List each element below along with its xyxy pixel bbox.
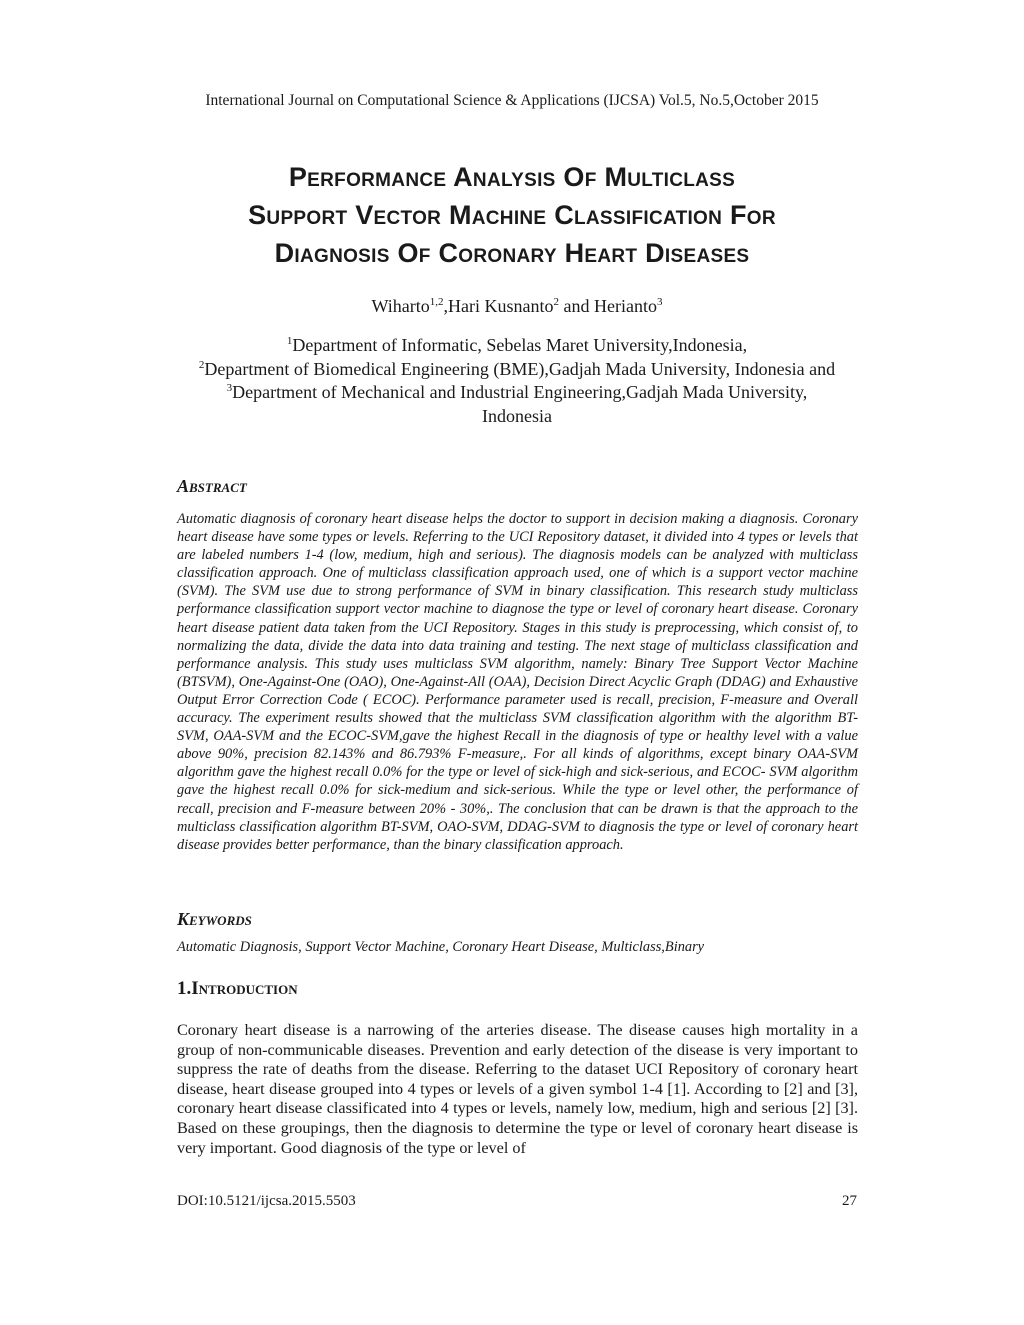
affiliation-line [150, 334, 884, 358]
introduction-body: Coronary heart disease is a narrowing of the arteries disease. The disease causes high mortality in a group of non-communicable diseases. Prevention and early detection of the disease is very important to suppress the rate of deaths from the disease. Referring to the dataset UCI Repository of coronary heart disease, heart disease grouped into 4 types or levels of a given symbol 1-4 [1]. According to [2] and [3], coronary heart disease classificated into 4 types or levels, namely low, medium, high and serious [2] [3]. Based on these groupings, then the diagnosis to determine the type or level of coronary heart disease is very important. Good diagnosis of the type or level of [177, 1021, 858, 1157]
affil-mark: 2 [198, 358, 205, 371]
keywords-body: Automatic Diagnosis, Support Vector Machine, Coronary Heart Disease, Multiclass,Binary [177, 939, 705, 955]
title-line: Diagnosis Of Coronary Heart Diseases [274, 238, 750, 268]
affiliations [150, 334, 884, 428]
affiliation-line [150, 381, 884, 405]
affil-mark: 3 [226, 382, 233, 394]
introduction-heading: 1.Introduction [177, 978, 298, 999]
running-head: International Journal on Computational Science & Applications (IJCSA) Vol.5, No.5,October 2015 [205, 92, 819, 109]
abstract-heading: Abstract [177, 476, 247, 496]
affil-mark: 1 [286, 335, 293, 347]
author-name: ,Hari Kusnanto [443, 296, 554, 316]
title-line: Support Vector Machine Classification For [248, 200, 776, 230]
affiliation-line [150, 358, 884, 382]
affil-text: Indonesia [482, 405, 552, 426]
page-number: 27 [842, 1193, 857, 1209]
paper-title [120, 158, 904, 272]
affil-text: Department of Biomedical Engineering (BME),Gadjah Mada University, Indonesia and [204, 358, 836, 379]
author-name: Wiharto [371, 296, 430, 316]
author-affil-mark: 1,2 [429, 296, 444, 308]
footer-doi: DOI:10.5121/ijcsa.2015.5503 [177, 1193, 356, 1209]
abstract-body: Automatic diagnosis of coronary heart disease helps the doctor to support in decision making a diagnosis. Coronary heart disease have some types or levels. Referring to the UCI Repository dataset, it divided into 4 types or levels that are labeled numbers 1-4 (low, medium, high and serious). The diagnosis models can be analyzed with multiclass classification approach. One of multiclass classification approach used, one of which is a support vector machine (SVM). The SVM use due to strong performance of SVM in binary classification. This research study multiclass performance classification support vector machine to diagnose the type or level of coronary heart disease. Coronary heart disease patient data taken from the UCI Repository. Stages in this study is preprocessing, which consist of, to normalizing the data, divide the data into data training and testing. The next stage of multiclass classification and performance analysis. This study uses multiclass SVM algorithm, namely: Binary Tree Support Vector Machine (BTSVM), One-Against-One (OAO), One-Against-All (OAA), Decision Direct Acyclic Graph (DDAG) and Exhaustive Output Error Correction Code ( ECOC). Performance parameter used is recall, precision, F-measure and Overall accuracy. The experiment results showed that the multiclass SVM classification algorithm with the algorithm BT-SVM, OAA-SVM and the ECOC-SVM,gave the highest Recall in the diagnosis of type or healthy level with a value above 90%, precision 82.143% and 86.793% F-measure,. For all kinds of algorithms, except binary OAA-SVM algorithm gave the highest recall 0.0% for the type or level of sick-high and sick-serious, and ECOC- SVM algorithm gave the highest recall 0.0% for sick-medium and sick-serious. While the type or level other, the performance of recall, precision and F-measure between 20% - 30%,. The conclusion that can be drawn is that the approach to the multiclass classification algorithm BT-SVM, OAO-SVM, DDAG-SVM to diagnosis the type or level of coronary heart disease provides better performance, than the binary classification approach. [177, 511, 858, 853]
affil-text: Department of Mechanical and Industrial Engineering,Gadjah Mada University, [232, 382, 808, 402]
author-name: and Herianto [559, 296, 657, 316]
keywords-heading: Keywords [177, 909, 252, 929]
affil-text: Department of Informatic, Sebelas Maret University,Indonesia, [292, 335, 748, 355]
title-line: Performance Analysis Of Multiclass [288, 162, 736, 192]
author-affil-mark: 3 [656, 296, 663, 308]
author-affil-mark: 2 [553, 296, 560, 308]
affiliation-line [150, 405, 884, 429]
author-list [0, 296, 1024, 317]
